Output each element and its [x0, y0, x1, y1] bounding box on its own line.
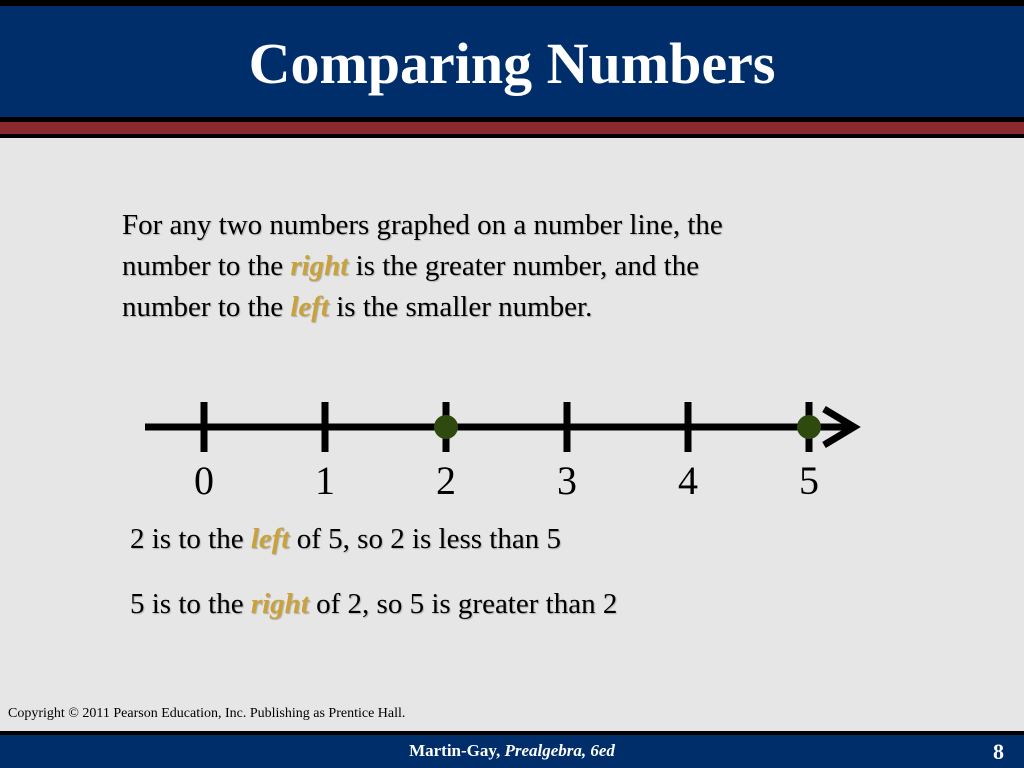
tick-label-0: 0 [194, 458, 214, 503]
statement-1-emphasis: left [250, 523, 290, 555]
tick-label-3: 3 [557, 458, 577, 503]
statement-1-pre: 2 is to the [130, 523, 251, 555]
rule-line-1: For any two numbers graphed on a number line, the [122, 209, 723, 241]
point-5 [797, 415, 821, 439]
statement-2-emphasis: right [250, 588, 309, 620]
footer-citation [0, 741, 1024, 761]
rule-emphasis-right: right [290, 250, 349, 282]
page-number: 8 [993, 739, 1004, 764]
statement-2-post: of 2, so 5 is greater than 2 [308, 588, 618, 620]
footer-book-title: Prealgebra, 6ed [504, 741, 615, 760]
tick-label-5: 5 [799, 458, 819, 503]
rule-line-3-post: is the smaller number. [328, 291, 593, 323]
statement-greater-than [130, 587, 617, 621]
tick-label-2: 2 [436, 458, 456, 503]
rule-line-2-pre: number to the [122, 250, 291, 282]
rule-emphasis-left: left [290, 291, 329, 323]
rule-line-3-pre: number to the [122, 291, 291, 323]
statement-less-than [130, 522, 561, 556]
point-2 [434, 415, 458, 439]
copyright-notice: Copyright © 2011 Pearson Education, Inc. Publishing as Prentice Hall. [8, 706, 406, 721]
footer-bar [0, 731, 1024, 768]
statement-2-pre: 5 is to the [130, 588, 251, 620]
statement-1-post: of 5, so 2 is less than 5 [289, 523, 561, 555]
rule-line-2-post: is the greater number, and the [348, 250, 700, 282]
tick-label-4: 4 [678, 458, 698, 503]
slide-title: Comparing Numbers [248, 31, 776, 96]
tick-label-1: 1 [315, 458, 335, 503]
footer-author: Martin-Gay, [409, 741, 501, 760]
